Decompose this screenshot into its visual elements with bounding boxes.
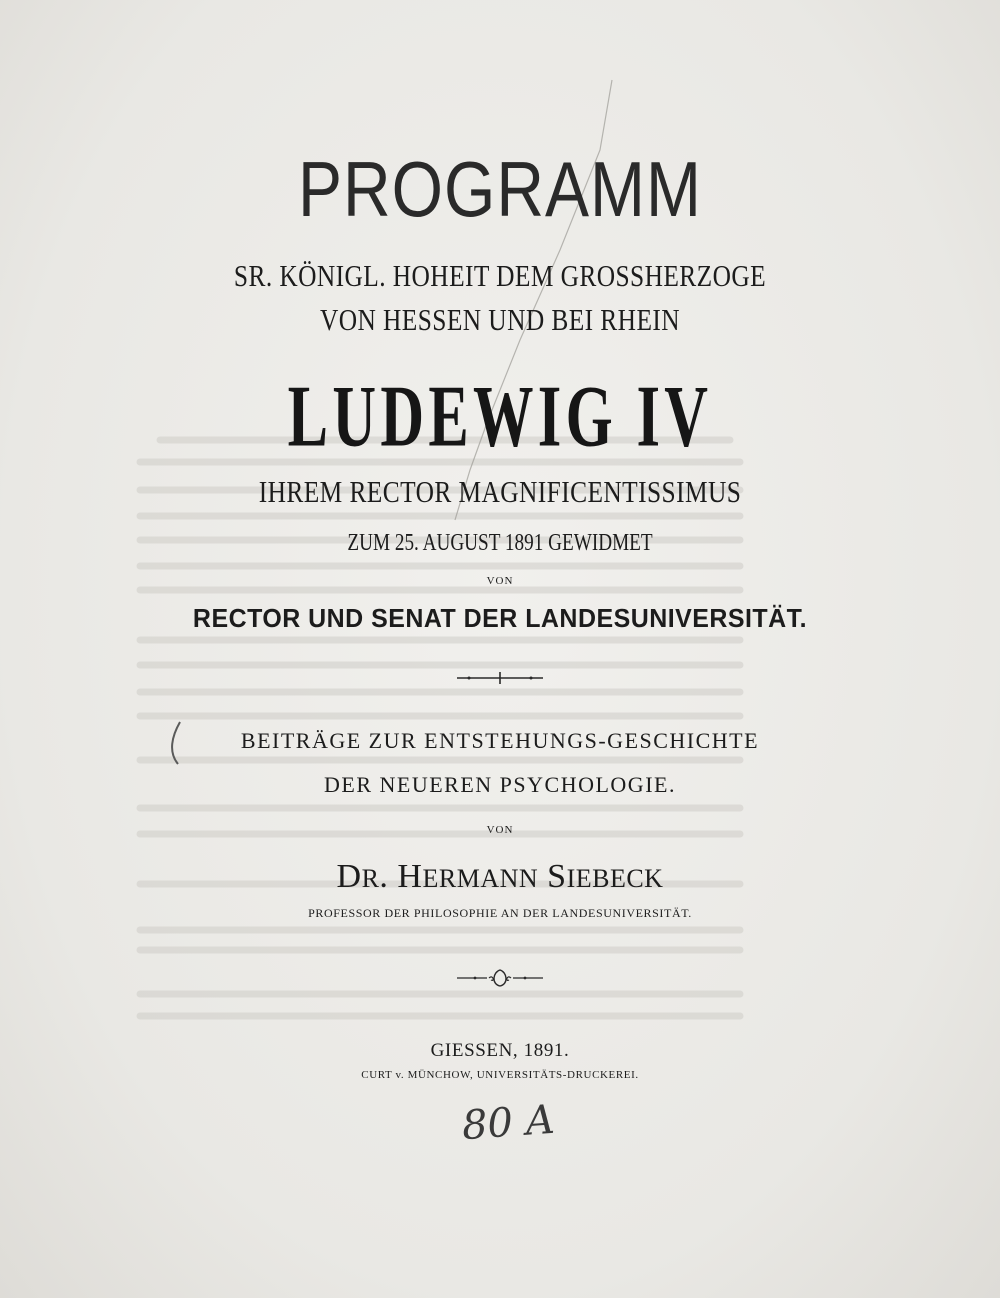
dedication-line-2: VON HESSEN UND BEI RHEIN: [319, 302, 681, 337]
author-prefix-dot: .: [379, 858, 398, 895]
program-title: PROGRAMM: [298, 145, 702, 233]
von-label-2: VON: [486, 824, 514, 836]
author-last-initial: S: [547, 858, 567, 895]
imprint-printer: CURT v. MÜNCHOW, UNIVERSITÄTS-DRUCKEREI.: [361, 1069, 639, 1081]
author-prefix-initial: D: [336, 858, 362, 895]
author-last-rest: IEBECK: [566, 864, 664, 893]
dedication-line-1: SR. KÖNIGL. HOHEIT DEM GROSSHERZOGE: [233, 258, 767, 293]
treatise-title-line-2: DER NEUEREN PSYCHOLOGIE.: [324, 772, 676, 797]
dedicatee-name: LUDEWIG IV: [287, 367, 713, 466]
author-affiliation: PROFESSOR DER PHILOSOPHIE AN DER LANDESUNIVERSITÄT.: [308, 906, 692, 920]
treatise-title-line-1: BEITRÄGE ZUR ENTSTEHUNGS-GESCHICHTE: [240, 728, 760, 753]
divider-ornament-1: [0, 668, 1000, 688]
author-space: [538, 858, 547, 895]
dedication-date: ZUM 25. AUGUST 1891 GEWIDMET: [347, 530, 653, 556]
von-label-1: VON: [486, 575, 514, 587]
author-name: [0, 858, 1000, 896]
author-first-initial: H: [397, 858, 423, 895]
senate-line: RECTOR UND SENAT DER LANDESUNIVERSITÄT.: [192, 603, 808, 633]
author-prefix-rest: R: [361, 864, 380, 893]
dedication-line-3: IHREM RECTOR MAGNIFICENTISSIMUS: [258, 474, 742, 509]
handwritten-shelf-mark: 80 A: [460, 1096, 556, 1150]
divider-ornament-2: [0, 966, 1000, 990]
imprint-place-year: GIESSEN, 1891.: [430, 1040, 570, 1061]
author-first-rest: ERMANN: [422, 864, 539, 893]
